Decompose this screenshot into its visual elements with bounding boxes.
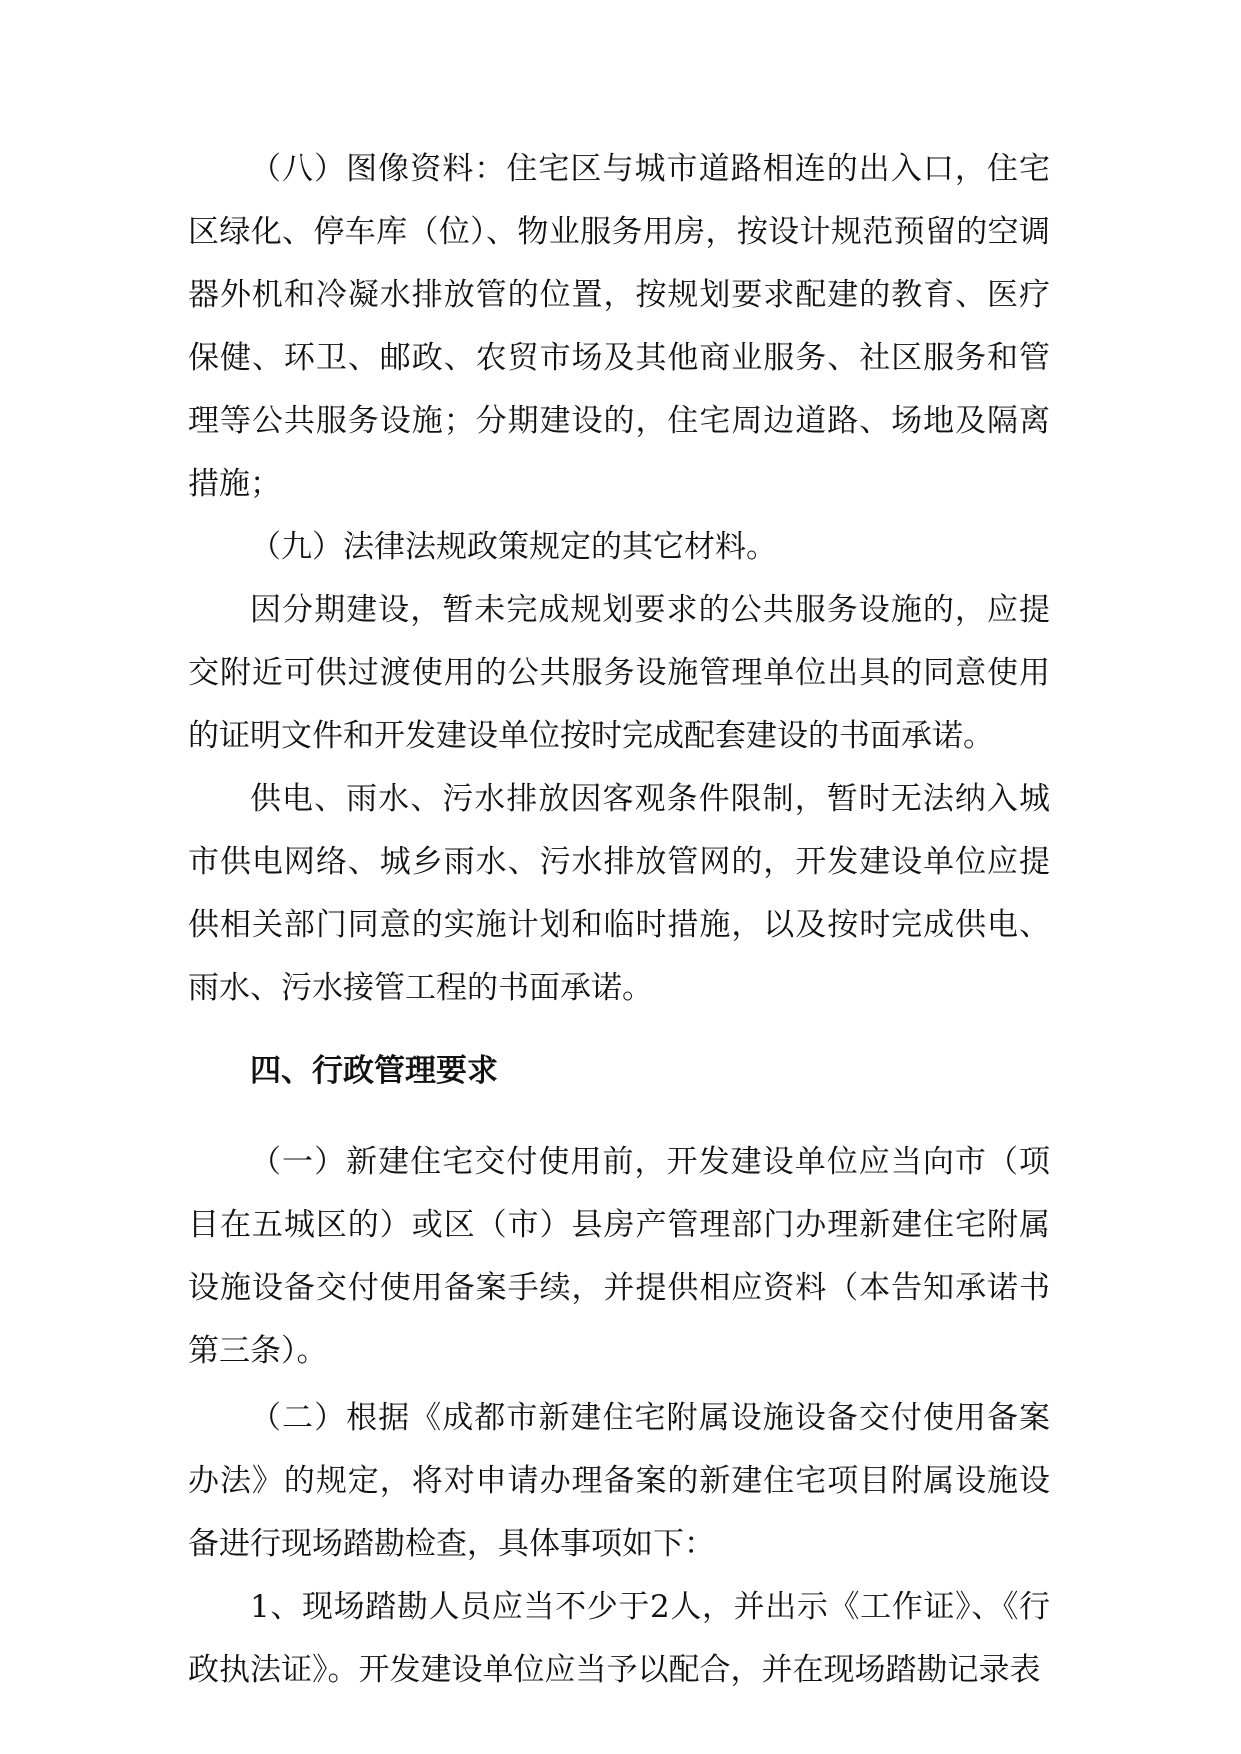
section-heading-admin-requirements: 四、行政管理要求 [250, 1053, 498, 1089]
paragraph-utilities-limitation: 供电、雨水、污水排放因客观条件限制，暂时无法纳入城市供电网络、城乡雨水、污水排放管网的，开发建设单位应提供相关部门同意的实施计划和临时措施，以及按时完成供电、雨水、污水接管工程的书面承诺。 [188, 781, 1050, 1006]
paragraph-item-9-other-materials: （九）法律法规政策规定的其它材料。 [250, 529, 777, 565]
paragraph-item-2-site-inspection: （二）根据《成都市新建住宅附属设施设备交付使用备案办法》的规定，将对申请办理备案的新建住宅项目附属设施设备进行现场踏勘检查，具体事项如下： [188, 1400, 1050, 1562]
paragraph-item-8-image-materials: （八）图像资料：住宅区与城市道路相连的出入口，住宅区绿化、停车库（位）、物业服务用房，按设计规范预留的空调器外机和冷凝水排放管的位置，按规划要求配建的教育、医疗保健、环卫、邮政、农贸市场及其他商业服务、社区服务和管理等公共服务设施；分期建设的，住宅周边道路、场地及隔离措施； [188, 151, 1050, 502]
paragraph-phased-construction: 因分期建设，暂未完成规划要求的公共服务设施的，应提交附近可供过渡使用的公共服务设施管理单位出具的同意使用的证明文件和开发建设单位按时完成配套建设的书面承诺。 [188, 592, 1050, 754]
document-page [188, 138, 1050, 1702]
paragraph-item-1-filing: （一）新建住宅交付使用前，开发建设单位应当向市（项目在五城区的）或区（市）县房产管理部门办理新建住宅附属设施设备交付使用备案手续，并提供相应资料（本告知承诺书第三条）。 [188, 1144, 1050, 1369]
paragraph-inspection-rule-1: 1、现场踏勘人员应当不少于2人，并出示《工作证》、《行政执法证》。开发建设单位应当予以配合，并在现场踏勘记录表 [188, 1589, 1050, 1688]
